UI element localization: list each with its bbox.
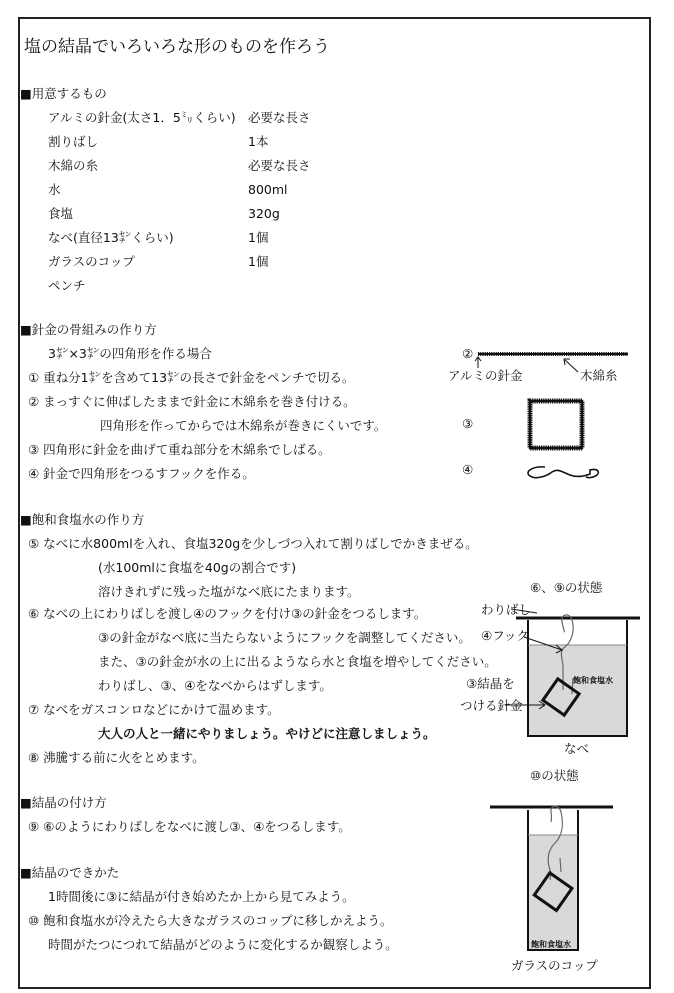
material-name: ガラスのコップ [48, 254, 135, 269]
section-heading-brine: ■飽和食塩水の作り方 [20, 512, 145, 527]
frame-intro: 3㌢×3㌢の四角形を作る場合 [48, 346, 212, 361]
brine-line: ③の針金がなべ底に当たらないようにフックを調整してください。 [98, 630, 471, 645]
brine-line: ⑥ なべの上にわりばしを渡し④のフックを付け③の針金をつるします。 [28, 606, 427, 621]
section-heading-result: ■結晶のできかた [20, 865, 120, 880]
section-heading-frame: ■針金の骨組みの作り方 [20, 322, 157, 337]
figure-label-3: ③ [462, 416, 474, 431]
figure-label-2: ② [462, 346, 474, 361]
wire-label-line1: ③結晶を [466, 676, 515, 691]
material-name: なべ(直径13㌢くらい) [48, 230, 174, 245]
brine-line: ⑤ なべに水800mlを入れ、食塩320gを少しづつ入れて割りばしでかきまぜる。 [28, 536, 478, 551]
brine-line: わりばし、③、④をなべからはずします。 [98, 678, 332, 693]
material-amount: 1個 [248, 230, 269, 245]
brine-line: ⑦ なべをガスコンロなどにかけて温めます。 [28, 702, 280, 717]
wire-label: アルミの針金 [448, 368, 523, 383]
material-name: 割りばし [48, 134, 99, 149]
water-label: 飽和食塩水 [573, 676, 613, 685]
result-line: 1時間後に③に結晶が付き始めたか上から見てみよう。 [48, 889, 355, 904]
figure-label-4: ④ [462, 462, 474, 477]
pot-caption-top: ⑥、⑨の状態 [530, 580, 603, 595]
section-heading-materials: ■用意するもの [20, 86, 107, 101]
material-name: 水 [48, 182, 61, 197]
material-amount: 1本 [248, 134, 269, 149]
material-amount: 320g [248, 206, 280, 221]
hook-drawing [528, 467, 598, 478]
brine-line: (水100mlに食塩を40gの割合です) [98, 560, 297, 575]
material-amount: 1個 [248, 254, 269, 269]
material-name: ペンチ [48, 278, 86, 293]
arrow-icon [475, 357, 481, 368]
glass-caption: ガラスのコップ [511, 958, 598, 973]
frame-step-note: 四角形を作ってからでは木綿糸が巻きにくいです。 [100, 418, 387, 433]
brine-line: 溶けきれずに残った塩がなべ底にたまります。 [98, 584, 360, 599]
pot-caption: なべ [564, 741, 590, 756]
brine-line: また、③の針金が水の上に出るようなら水と食塩を増やしてください。 [98, 654, 497, 669]
material-name: 木綿の糸 [48, 158, 99, 173]
material-amount: 800ml [248, 182, 288, 197]
material-amount: 必要な長さ [248, 158, 311, 173]
frame-step: ③ 四角形に針金を曲げて重ね部分を木綿糸でしばる。 [28, 442, 331, 457]
frame-step: ④ 針金で四角形をつるすフックを作る。 [28, 466, 255, 481]
material-name: 食塩 [48, 206, 74, 221]
glass-figure [490, 806, 613, 950]
result-line: 時間がたつにつれて結晶がどのように変化するか観察しよう。 [48, 937, 398, 952]
material-name: アルミの針金(太さ1．5㍉くらい) [48, 110, 236, 125]
page-title: 塩の結晶でいろいろな形のものを作ろう [24, 37, 330, 57]
brine-line: ⑧ 沸騰する前に火をとめます。 [28, 750, 205, 765]
safety-warning: 大人の人と一緒にやりましょう。やけどに注意しましょう。 [98, 726, 436, 741]
section-heading-attach: ■結晶の付け方 [20, 795, 107, 810]
thread-label: 木綿糸 [580, 368, 618, 383]
water-label: 飽和食塩水 [531, 940, 571, 949]
result-line: ⑩ 飽和食塩水が冷えたら大きなガラスのコップに移しかえよう。 [28, 913, 393, 928]
arrow-icon [564, 359, 578, 372]
frame-step: ① 重ね分1㌢を含めて13㌢の長さで針金をペンチで切る。 [28, 370, 355, 385]
glass-caption-top: ⑩の状態 [530, 768, 579, 783]
material-amount: 必要な長さ [248, 110, 311, 125]
square-frame-drawing [530, 401, 582, 448]
wire-label-line2: つける針金 [460, 698, 523, 713]
hook-label: ④フック [481, 628, 529, 643]
frame-step: ② まっすぐに伸ばしたままで針金に木綿糸を巻き付ける。 [28, 394, 356, 409]
attach-line: ⑨ ⑥のようにわりばしをなべに渡し③、④をつるします。 [28, 819, 351, 834]
chopstick-label: わりばし [481, 602, 532, 617]
